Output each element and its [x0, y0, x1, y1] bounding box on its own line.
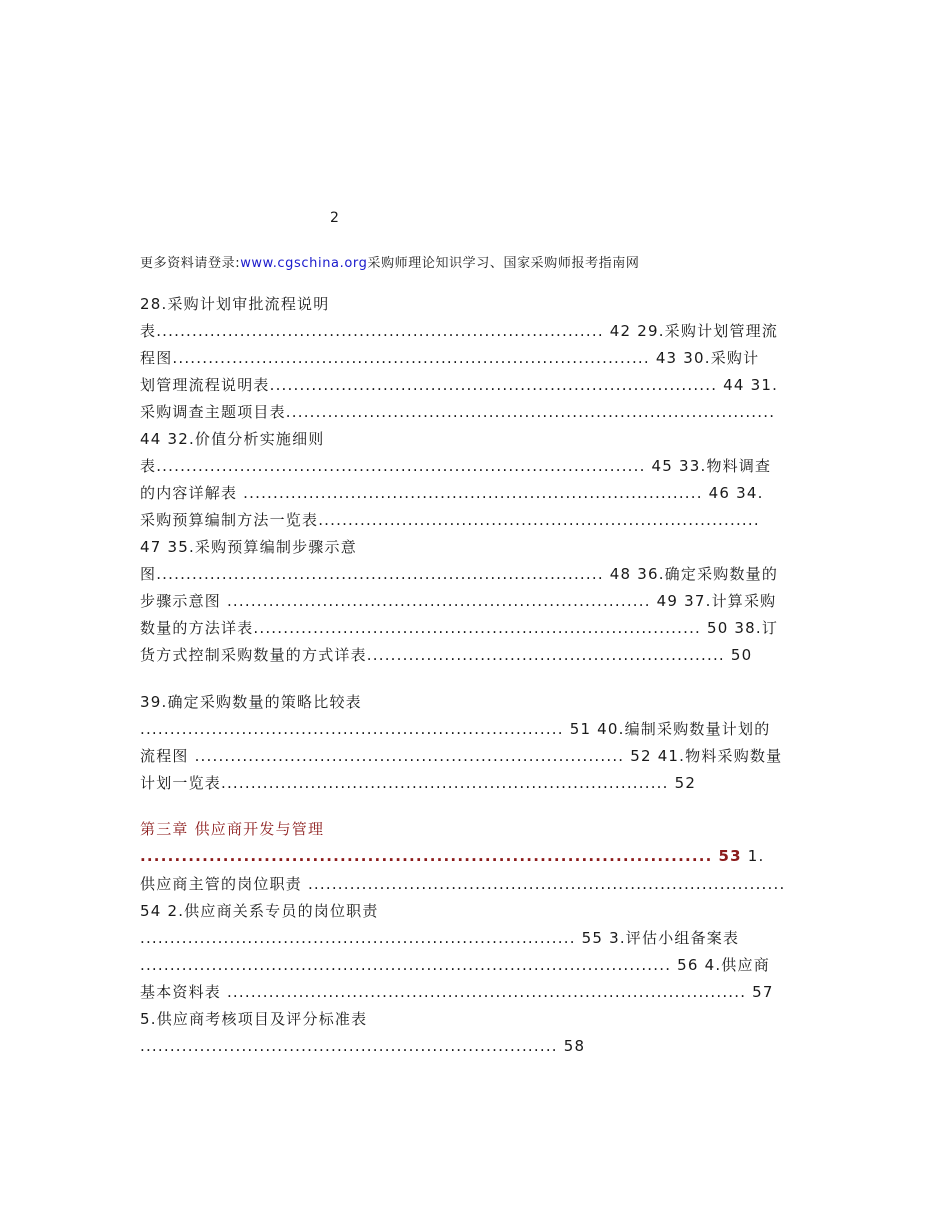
chapter-page-line[interactable]: [140, 846, 765, 866]
chapter-page-number: 53: [718, 847, 742, 865]
chapter-title[interactable]: 第三章 供应商开发与管理: [140, 820, 325, 838]
toc-line[interactable]: 划管理流程说明表........................................................................... 44 31.: [140, 376, 779, 394]
website-link[interactable]: www.cgschina.org: [240, 256, 368, 271]
toc-line[interactable]: 表........................................................................... 42 29.采购计划管理流: [140, 322, 779, 340]
toc-line[interactable]: ...................................................................... 58: [140, 1037, 586, 1055]
page-number: 2: [330, 210, 339, 226]
toc-line[interactable]: 基本资料表 ....................................................................................... 57: [140, 983, 774, 1001]
toc-line[interactable]: 采购预算编制方法一览表..........................................................................: [140, 511, 760, 529]
toc-line[interactable]: ....................................................................... 51 40.编制采购数量计划的: [140, 720, 771, 738]
site-header: [140, 252, 639, 271]
toc-line[interactable]: 28.采购计划审批流程说明: [140, 295, 330, 313]
toc-line[interactable]: 步骤示意图 ....................................................................... 49 37.计算采购: [140, 592, 777, 610]
toc-line[interactable]: 的内容详解表 ............................................................................. 46 34.: [140, 484, 764, 502]
toc-line[interactable]: 货方式控制采购数量的方式详表............................................................ 50: [140, 646, 753, 664]
toc-line[interactable]: 图........................................................................... 48 36.确定采购数量的: [140, 565, 779, 583]
toc-line[interactable]: 39.确定采购数量的策略比较表: [140, 693, 362, 711]
header-prefix: 更多资料请登录:: [140, 256, 241, 271]
header-suffix: 采购师理论知识学习、国家采购师报考指南网: [367, 256, 640, 271]
toc-line[interactable]: ......................................................................... 55 3.评估小组备案表: [140, 929, 740, 947]
chapter-next-item: 1.: [747, 847, 765, 865]
toc-line[interactable]: 54 2.供应商关系专员的岗位职责: [140, 902, 379, 920]
toc-line[interactable]: 计划一览表........................................................................... 52: [140, 774, 697, 792]
toc-line[interactable]: 44 32.价值分析实施细则: [140, 430, 325, 448]
toc-line[interactable]: 程图................................................................................ 43 30.采购计: [140, 349, 760, 367]
chapter-dots: ...................................................................................: [140, 847, 713, 865]
toc-line[interactable]: 5.供应商考核项目及评分标准表: [140, 1010, 368, 1028]
toc-line[interactable]: 采购调查主题项目表..................................................................................: [140, 403, 776, 421]
toc-line[interactable]: 流程图 ........................................................................ 52 41.物料采购数量: [140, 747, 783, 765]
toc-line[interactable]: 表.................................................................................. 45 33.物料调查: [140, 457, 772, 475]
toc-line[interactable]: 数量的方法详表........................................................................... 50 38.订: [140, 619, 779, 637]
toc-line[interactable]: 供应商主管的岗位职责 ................................................................................: [140, 875, 786, 893]
toc-line[interactable]: ......................................................................................... 56 4.供应商: [140, 956, 770, 974]
toc-line[interactable]: 47 35.采购预算编制步骤示意: [140, 538, 357, 556]
